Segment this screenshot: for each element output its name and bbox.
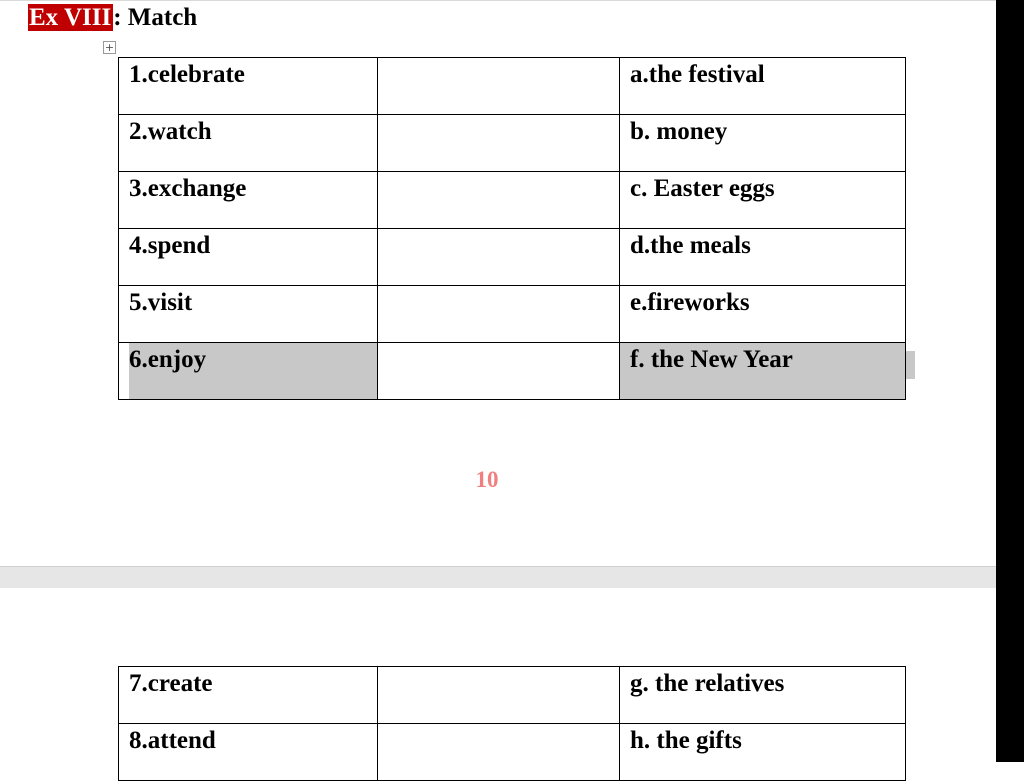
noun-cell[interactable]: d.the meals — [620, 229, 906, 286]
table-row — [119, 115, 906, 172]
noun-cell[interactable]: a.the festival — [620, 58, 906, 115]
page-break-gap — [0, 566, 996, 589]
noun-cell[interactable]: c. Easter eggs — [620, 172, 906, 229]
verb-cell[interactable]: 7.create — [119, 667, 378, 724]
table-row — [119, 172, 906, 229]
answer-cell[interactable] — [378, 343, 620, 400]
table-row-selected — [119, 343, 906, 400]
answer-cell[interactable] — [378, 286, 620, 343]
answer-cell[interactable] — [378, 115, 620, 172]
match-table-part-1 — [118, 57, 906, 400]
answer-cell[interactable] — [378, 667, 620, 724]
match-table-part-2 — [118, 666, 906, 781]
exercise-title: : Match — [113, 4, 198, 31]
exercise-heading — [28, 3, 197, 33]
noun-cell[interactable]: f. the New Year — [620, 343, 906, 400]
noun-cell[interactable]: g. the relatives — [620, 667, 906, 724]
verb-cell[interactable]: 6.enjoy — [119, 343, 378, 400]
noun-cell[interactable]: e.fireworks — [620, 286, 906, 343]
answer-cell[interactable] — [378, 58, 620, 115]
answer-cell[interactable] — [378, 229, 620, 286]
move-cross-icon[interactable]: + — [104, 41, 115, 54]
answer-cell[interactable] — [378, 172, 620, 229]
verb-cell[interactable]: 8.attend — [119, 724, 378, 781]
noun-cell[interactable]: b. money — [620, 115, 906, 172]
verb-cell[interactable]: 1.celebrate — [119, 58, 378, 115]
table-row — [119, 229, 906, 286]
verb-cell[interactable]: 5.visit — [119, 286, 378, 343]
table-row — [119, 58, 906, 115]
noun-cell[interactable]: h. the gifts — [620, 724, 906, 781]
exercise-label[interactable]: Ex VIII — [29, 4, 112, 31]
page-number: 10 — [475, 467, 499, 492]
window-right-edge — [996, 0, 1024, 762]
table-row — [119, 667, 906, 724]
verb-cell[interactable]: 3.exchange — [119, 172, 378, 229]
table-row — [119, 286, 906, 343]
row-end-marker — [906, 351, 915, 379]
table-row — [119, 724, 906, 781]
verb-cell[interactable]: 4.spend — [119, 229, 378, 286]
answer-cell[interactable] — [378, 724, 620, 781]
verb-cell[interactable]: 2.watch — [119, 115, 378, 172]
